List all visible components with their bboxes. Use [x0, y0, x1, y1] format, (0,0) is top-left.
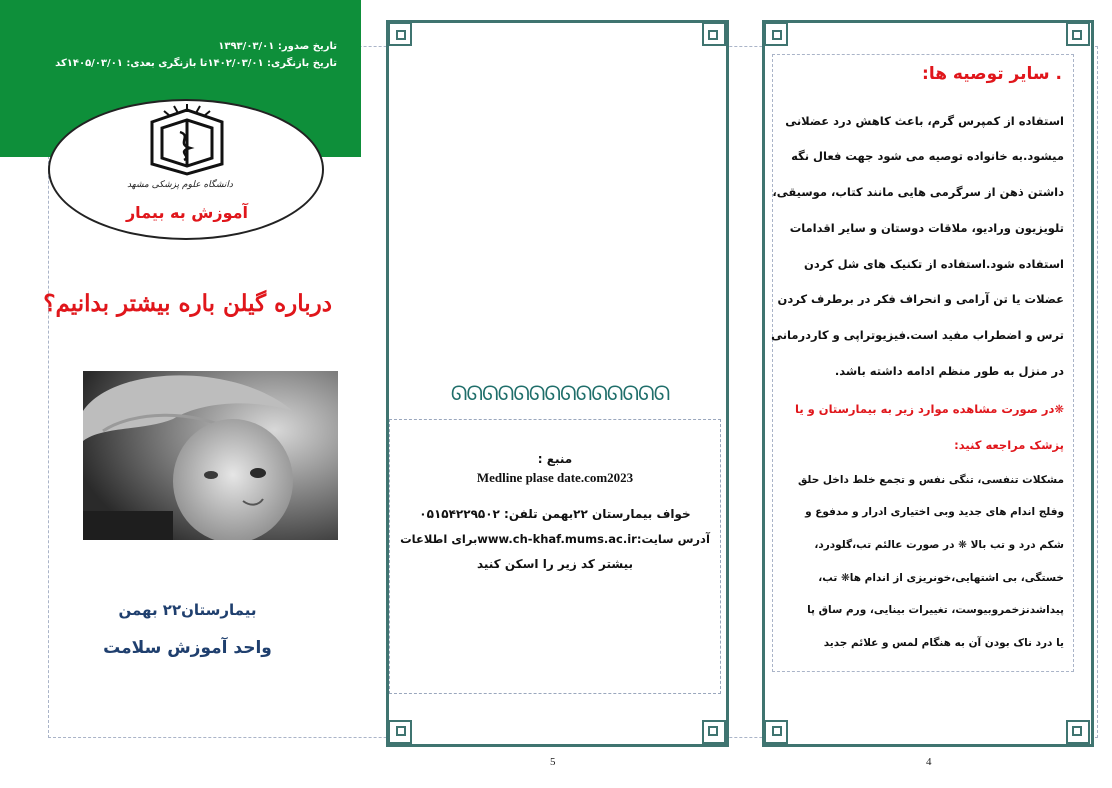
baby-photo — [83, 371, 338, 540]
corner-ornament-icon — [702, 22, 726, 46]
corner-ornament-icon — [764, 720, 788, 744]
recommendation-line: عضلات یا تن آرامی و انحراف فکر در برطرف کردن — [777, 292, 1064, 306]
page-number: 5 — [550, 756, 556, 768]
recommendation-line: تلویزیون ورادیو، ملاقات دوستان و سایر اقدامات — [789, 221, 1064, 235]
recommendation-line: میشود.به خانواده توصیه می شود جهت فعال نگه — [791, 149, 1064, 163]
corner-ornament-icon — [1066, 720, 1090, 744]
university-logo-icon — [132, 102, 242, 182]
recommendations-heading: . سایر توصیه ها: — [922, 64, 1062, 84]
hospital-name: بیمارستان۲۲ بهمن — [118, 601, 257, 619]
symptom-line: پیداشدنزخمروبیوست، تغییرات بینایی، ورم ساق پا — [807, 604, 1064, 616]
symptom-line: یا درد ناک بودن آن به هنگام لمس و علائم جدید — [823, 637, 1064, 649]
source-value: Medline plase date.com2023 — [476, 470, 634, 485]
corner-ornament-icon — [388, 720, 412, 744]
recommendation-line: ترس و اضطراب مفید است.فیزیوتراپی و کاردرمانی — [771, 328, 1064, 342]
brochure-title: درباره گیلن باره بیشتر بدانیم؟ — [43, 290, 332, 317]
alert-line: ❋در صورت مشاهده موارد زیر به بیمارستان و یا — [795, 402, 1064, 416]
recommendation-line: استفاده شود.استفاده از تکنیک های شل کردن — [804, 257, 1064, 271]
unit-name: واحد آموزش سلامت — [103, 638, 272, 658]
symptom-line: شکم درد و تب بالا ❋ در صورت عالئم تب،گلودرد، — [814, 539, 1064, 551]
review-date: تاریخ بازنگری: ۱۴۰۲/۰۳/۰۱تا بازنگری بعدی: ۱۴۰۵/۰۳/۰۱کد — [55, 58, 337, 69]
recommendation-line: در منزل به طور منظم ادامه داشته باشد. — [834, 364, 1064, 378]
contact-phone: خواف بیمارستان ۲۲بهمن تلفن: ۰۵۱۵۴۲۲۹۵۰۲ — [419, 507, 691, 521]
alert-line: پزشک مراجعه کنید: — [954, 438, 1064, 452]
symptom-line: وفلج اندام های جدید وبی اختیاری ادرار و مدفوع و — [805, 506, 1064, 518]
page-number: 4 — [926, 756, 932, 768]
issue-date: تاریخ صدور: ۱۳۹۳/۰۳/۰۱ — [218, 41, 337, 52]
corner-ornament-icon — [1066, 22, 1090, 46]
symptom-line: مشکلات تنفسی، تنگی نفس و تجمع خلط داخل حلق — [797, 474, 1064, 486]
corner-ornament-icon — [388, 22, 412, 46]
logo-caption: دانشگاه علوم پزشکی مشهد — [127, 180, 233, 190]
symptom-line: خستگی، بی اشتهایی،خونریزی از اندام ها❋ تب، — [818, 572, 1064, 584]
scan-instruction: بیشتر کد زیر را اسکن کنید — [476, 557, 634, 571]
recommendation-line: داشتن ذهن از سرگرمی هایی مانند کتاب، موسیقی، — [772, 185, 1064, 199]
corner-ornament-icon — [702, 720, 726, 744]
recommendation-line: استفاده از کمپرس گرم، باعث کاهش درد عضلانی — [785, 114, 1064, 128]
patient-education-label: آموزش به بیمار — [125, 203, 249, 222]
contact-website: آدرس سایت:www.ch-khaf.mums.ac.irبرای اطلاعات — [400, 532, 710, 546]
ornament-divider: ᘏᘏᘏᘏᘏᘏᘏᘏᘏᘏᘏᘏᘏᘏ — [450, 381, 670, 405]
source-label: منبع : — [537, 452, 573, 466]
corner-ornament-icon — [764, 22, 788, 46]
